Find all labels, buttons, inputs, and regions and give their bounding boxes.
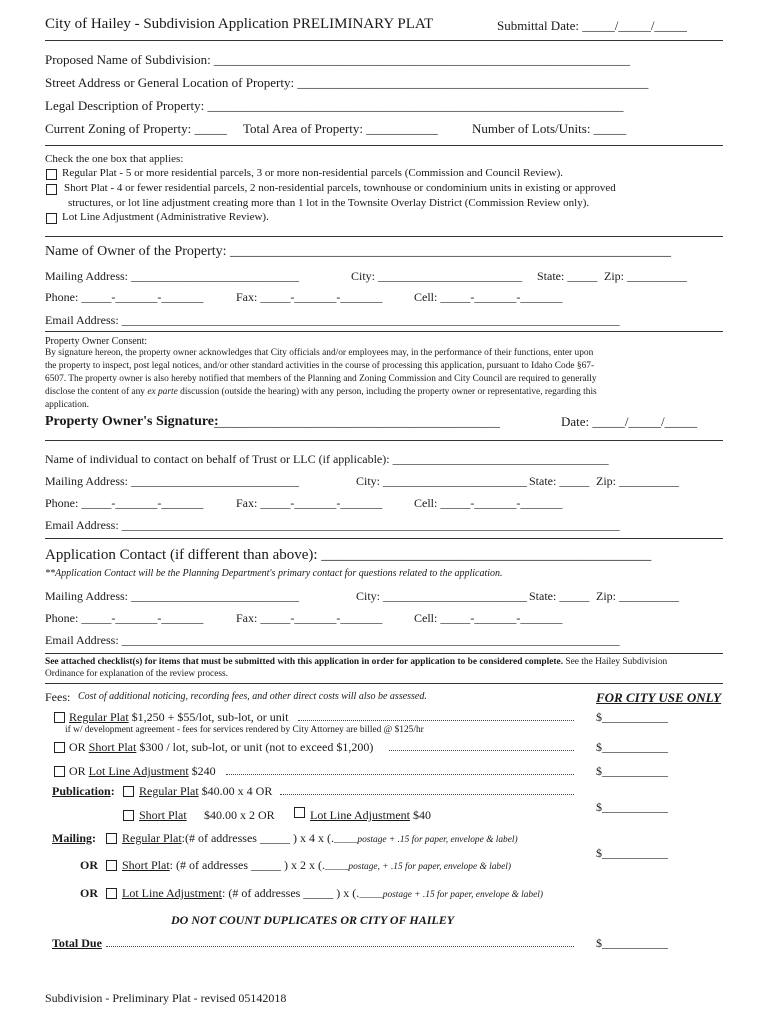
fee-lot-line-row	[69, 764, 216, 779]
mailing-lot-line-formula: : (# of addresses _____ ) x (.	[222, 886, 360, 900]
applicant-state-field[interactable]: State: _____	[529, 589, 590, 603]
mailing-regular-formula-tail: _____postage + .15 for paper, envelope & label)	[333, 835, 518, 845]
fee-regular-plat-checkbox[interactable]	[54, 712, 65, 723]
trust-city-field[interactable]: City: ________________________	[356, 474, 528, 488]
section-divider	[45, 236, 723, 237]
header-divider	[45, 40, 723, 41]
trust-email-field[interactable]: Email Address: ___________________________________________________________________________________	[45, 518, 620, 532]
publication-lot-line-checkbox[interactable]	[294, 807, 305, 818]
publication-lot-line-row	[310, 808, 431, 823]
short-plat-option-label: Short Plat - 4 or fewer residential parcels, 2 non-residential parcels, townhouse or condominium units in existing or approved	[64, 182, 616, 194]
signature-date-field[interactable]: Date: _____/_____/_____	[561, 414, 698, 429]
leader-dots	[389, 750, 574, 751]
mailing-regular-checkbox[interactable]	[106, 833, 117, 844]
publication-label: Publication	[52, 784, 111, 798]
city-use-publication-amount-field[interactable]: $___________	[596, 800, 668, 814]
section-divider	[45, 440, 723, 441]
applicant-mailing-field[interactable]: Mailing Address: ____________________________	[45, 589, 299, 603]
owner-state-field[interactable]: State: _____	[537, 269, 598, 283]
publication-lot-line-label: Lot Line Adjustment	[310, 808, 410, 822]
footer-revision-text: Subdivision - Preliminary Plat - revised 05142018	[45, 991, 287, 1005]
section-divider	[45, 538, 723, 539]
applicant-email-field[interactable]: Email Address: ___________________________________________________________________________________	[45, 633, 620, 647]
short-plat-option-label-cont: structures, or lot line adjustment creating more than 1 lot in the Townsite Overlay District (Commission Review only).	[68, 197, 590, 209]
or-text: OR	[80, 886, 98, 900]
total-due-label: Total Due	[52, 936, 102, 950]
mailing-label: Mailing	[52, 831, 93, 845]
fee-short-plat-label: Short Plat	[88, 740, 137, 754]
section-divider	[45, 683, 723, 684]
mailing-row-label	[52, 831, 96, 846]
mailing-regular-formula: :(# of addresses _____ ) x 4 x (.	[181, 831, 334, 845]
current-zoning-field[interactable]: Current Zoning of Property: _____	[45, 121, 227, 136]
trust-mailing-field[interactable]: Mailing Address: ____________________________	[45, 474, 299, 488]
checklist-note-rest: See the Hailey Subdivision	[563, 657, 668, 667]
trust-cell-field[interactable]: Cell: _____-_______-_______	[414, 496, 563, 510]
number-lots-field[interactable]: Number of Lots/Units: _____	[472, 121, 627, 136]
lot-line-option-label: Lot Line Adjustment (Administrative Review).	[62, 211, 269, 223]
fee-short-plat-amount: $300 / lot, sub-lot, or unit (not to exceed $1,200)	[136, 740, 374, 754]
form-title: City of Hailey - Subdivision Application PRELIMINARY PLAT	[45, 16, 434, 32]
mailing-short-row	[122, 858, 511, 873]
leader-dots	[280, 794, 574, 795]
mailing-lot-line-row	[122, 886, 543, 901]
street-address-field[interactable]: Street Address or General Location of Property: ______________________________________________________	[45, 75, 649, 90]
publication-short-checkbox[interactable]	[123, 810, 134, 821]
publication-row-label	[52, 784, 115, 799]
publication-short-text: Short Plat	[139, 808, 187, 822]
mailing-short-label: Short Plat	[122, 858, 170, 872]
fee-regular-plat-amount: $1,250 + $55/lot, sub-lot, or unit	[128, 710, 289, 724]
fees-label: Fees:	[45, 690, 71, 704]
owner-mailing-field[interactable]: Mailing Address: ____________________________	[45, 269, 299, 283]
consent-text-line: the property to inspect, post legal notices, and/or other standard activities in the course of processing this application, pursuant to Idaho Code §67-	[45, 361, 595, 371]
mailing-colon: :	[92, 831, 97, 845]
checklist-note-line	[45, 657, 667, 667]
fee-short-plat-checkbox[interactable]	[54, 742, 65, 753]
owner-city-field[interactable]: City: ________________________	[351, 269, 523, 283]
checklist-note-line: Ordinance for explanation of the review process.	[45, 669, 229, 679]
section-divider	[45, 331, 723, 332]
short-plat-checkbox[interactable]	[46, 184, 57, 195]
mailing-lot-line-formula-tail: _____postage + .15 for paper, envelope & label)	[359, 890, 543, 900]
owner-signature-label: Property Owner's Signature:	[45, 414, 219, 429]
city-use-short-amount-field[interactable]: $___________	[596, 740, 668, 754]
mailing-short-formula: : (# of addresses _____ ) x 2 x (.	[169, 858, 325, 872]
city-use-lot-line-amount-field[interactable]: $___________	[596, 764, 668, 778]
publication-regular-amount: $40.00 x 4 OR	[198, 784, 273, 798]
fee-lot-line-label: Lot Line Adjustment	[88, 764, 189, 778]
section-divider	[45, 653, 723, 654]
fees-note: Cost of additional noticing, recording fees, and other direct costs will also be assessed.	[78, 691, 427, 702]
total-area-field[interactable]: Total Area of Property: ___________	[243, 121, 438, 136]
consent-text-part: disclose the content of any	[45, 387, 148, 397]
ex-parte-term: ex parte	[147, 387, 178, 397]
owner-fax-field[interactable]: Fax: _____-_______-_______	[236, 290, 383, 304]
consent-text-line	[45, 387, 597, 397]
fee-lot-line-checkbox[interactable]	[54, 766, 65, 777]
applicant-cell-field[interactable]: Cell: _____-_______-_______	[414, 611, 563, 625]
application-contact-note: **Application Contact will be the Planning Department's primary contact for questions related to the application.	[45, 568, 503, 579]
publication-regular-row	[139, 784, 272, 799]
or-text: OR	[69, 764, 89, 778]
trust-fax-field[interactable]: Fax: _____-_______-_______	[236, 496, 383, 510]
leader-dots	[226, 774, 574, 775]
proposed-name-field[interactable]: Proposed Name of Subdivision: ________________________________________________________________	[45, 52, 630, 67]
consent-heading: Property Owner Consent:	[45, 336, 148, 347]
trust-state-field[interactable]: State: _____	[529, 474, 590, 488]
applicant-zip-field[interactable]: Zip: __________	[596, 589, 679, 603]
check-box-heading: Check the one box that applies:	[45, 153, 184, 165]
owner-email-field[interactable]: Email Address: ___________________________________________________________________________________	[45, 313, 620, 327]
publication-lot-line-amount: $40	[410, 808, 431, 822]
fee-regular-plat-row	[69, 710, 288, 725]
trust-zip-field[interactable]: Zip: __________	[596, 474, 679, 488]
city-use-regular-amount-field[interactable]: $___________	[596, 710, 668, 724]
consent-text-part: discussion (outside the hearing) with any person, including the property owner or representative, regarding this	[177, 387, 597, 397]
lot-line-adjustment-checkbox[interactable]	[46, 213, 57, 224]
mailing-regular-label: Regular Plat	[122, 831, 182, 845]
owner-signature-field[interactable]: ____________________________________________	[214, 414, 500, 429]
leader-dots	[298, 720, 574, 721]
trust-phone-field[interactable]: Phone: _____-_______-_______	[45, 496, 204, 510]
mailing-lot-line-label: Lot Line Adjustment	[122, 886, 222, 900]
fee-lot-line-amount: $240	[188, 764, 216, 778]
owner-zip-field[interactable]: Zip: __________	[604, 269, 687, 283]
regular-plat-checkbox[interactable]	[46, 169, 57, 180]
publication-short-label	[139, 808, 187, 823]
publication-regular-label: Regular Plat	[139, 784, 199, 798]
consent-text-line: 6507. The property owner is also hereby notified that members of the Planning and Zoning Commission and City Council are required to generally	[45, 374, 597, 384]
submittal-date-field[interactable]: Submittal Date: _____/_____/_____	[497, 18, 687, 33]
owner-cell-field[interactable]: Cell: _____-_______-_______	[414, 290, 563, 304]
publication-colon: :	[110, 784, 115, 798]
application-contact-name-field[interactable]: Application Contact (if different than above): ____________________________________________	[45, 547, 652, 563]
city-use-mailing-amount-field[interactable]: $___________	[596, 846, 668, 860]
fee-regular-plat-label: Regular Plat	[69, 710, 129, 724]
applicant-fax-field[interactable]: Fax: _____-_______-_______	[236, 611, 383, 625]
consent-text-line: By signature hereon, the property owner acknowledges that City officials and/or employees may, in the performance of their functions, enter upon	[45, 348, 594, 358]
applicant-city-field[interactable]: City: ________________________	[356, 589, 528, 603]
publication-regular-checkbox[interactable]	[123, 786, 134, 797]
trust-contact-name-field[interactable]: Name of individual to contact on behalf of Trust or LLC (if applicable): ____________________________________	[45, 452, 609, 466]
regular-plat-option-label: Regular Plat - 5 or more residential parcels, 3 or more non-residential parcels (Commission and Council Review).	[62, 167, 563, 179]
mailing-regular-row	[122, 831, 518, 846]
total-due-amount-field[interactable]: $___________	[596, 936, 668, 950]
mailing-short-formula-tail: _____postage, + .15 for paper, envelope & label)	[324, 862, 511, 872]
no-duplicates-notice: DO NOT COUNT DUPLICATES OR CITY OF HAILEY	[171, 913, 455, 927]
fee-regular-plat-sub-note: if w/ development agreement - fees for services rendered by City Attorney are billed @ $125/hr	[65, 725, 424, 735]
legal-description-field[interactable]: Legal Description of Property: ________________________________________________________________	[45, 98, 624, 113]
or-text: OR	[69, 740, 89, 754]
checklist-note-bold: See attached checklist(s) for items that must be submitted with this application in order for application to be considered complete.	[45, 657, 564, 667]
publication-short-amount: $40.00 x 2 OR	[204, 808, 275, 822]
or-text: OR	[80, 858, 98, 872]
applicant-phone-field[interactable]: Phone: _____-_______-_______	[45, 611, 204, 625]
owner-name-field[interactable]: Name of Owner of the Property: _______________________________________________________________	[45, 244, 672, 259]
mailing-lot-line-checkbox[interactable]	[106, 888, 117, 899]
owner-phone-field[interactable]: Phone: _____-_______-_______	[45, 290, 204, 304]
mailing-short-checkbox[interactable]	[106, 860, 117, 871]
city-use-only-heading: FOR CITY USE ONLY	[596, 690, 722, 705]
consent-text-line: application.	[45, 400, 89, 410]
leader-dots	[106, 946, 574, 947]
section-divider	[45, 145, 723, 146]
fee-short-plat-row	[69, 740, 373, 755]
